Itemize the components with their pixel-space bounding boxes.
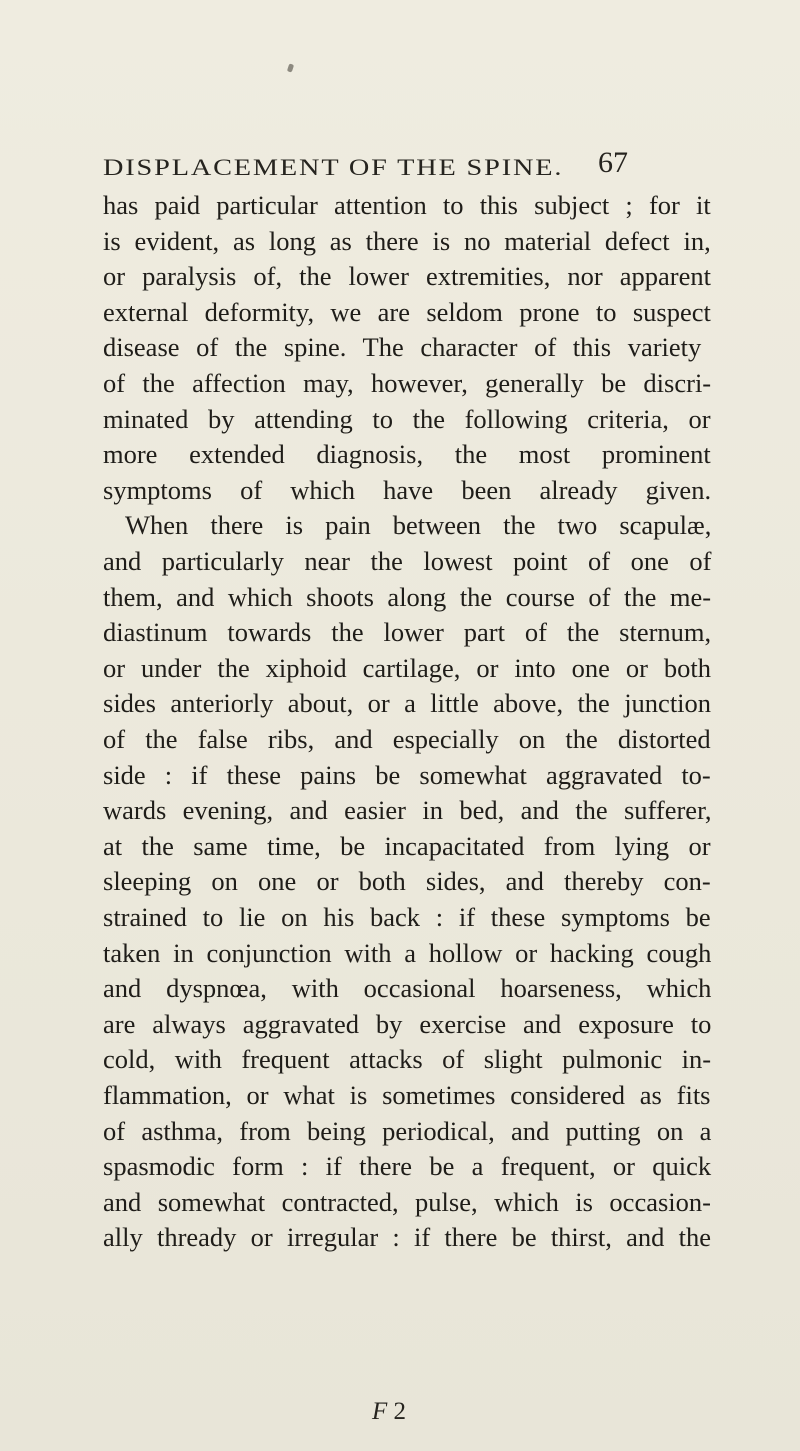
- text-line: strained to lie on his back : if these symptoms be: [103, 902, 711, 932]
- text-line: them, and which shoots along the course of the me-: [103, 581, 712, 612]
- text-line: spasmodic form : if there be a frequent, or quick: [103, 1151, 712, 1182]
- text-line: or paralysis of, the lower extremities, nor apparent: [103, 261, 711, 292]
- text-line: When there is pain between the two scapulæ,: [125, 510, 712, 541]
- text-line: side : if these pains be somewhat aggravated to-: [103, 759, 711, 790]
- text-line: has paid particular attention to this subject ; for it: [103, 190, 711, 220]
- text-line: and somewhat contracted, pulse, which is occasion-: [103, 1186, 711, 1217]
- text-line: taken in conjunction with a hollow or hacking cough: [103, 937, 712, 968]
- text-line: symptoms of which have been already given.: [103, 474, 712, 505]
- text-line: diastinum towards the lower part of the sternum,: [103, 617, 712, 648]
- text-line: sleeping on one or both sides, and thereby con-: [103, 866, 711, 897]
- text-line: more extended diagnosis, the most prominent: [103, 439, 711, 470]
- text-line: of asthma, from being periodical, and putting on a: [103, 1115, 712, 1146]
- signature-number: 2: [393, 1398, 407, 1425]
- signature-letter: F: [372, 1398, 388, 1425]
- text-line: minated by attending to the following criteria, or: [103, 403, 711, 434]
- text-line: of the affection may, however, generally be discri-: [103, 368, 712, 398]
- text-line: of the false ribs, and especially on the distorted: [103, 724, 711, 754]
- text-line: ally thready or irregular : if there be thirst, and the: [103, 1222, 712, 1253]
- signature-mark: [372, 1398, 406, 1426]
- text-line: cold, with frequent attacks of slight pulmonic in-: [103, 1044, 712, 1075]
- text-line: wards evening, and easier in bed, and the sufferer,: [103, 795, 712, 826]
- paper-speck: [287, 63, 294, 72]
- text-line: and dyspnœa, with occasional hoarseness, which: [103, 973, 712, 1004]
- text-line: disease of the spine. The character of this variety: [103, 332, 702, 363]
- text-line: flammation, or what is sometimes considered as fits: [103, 1080, 711, 1110]
- text-line: are always aggravated by exercise and exposure to: [103, 1008, 712, 1039]
- running-head: DISPLACEMENT OF THE SPINE.: [103, 155, 564, 180]
- text-line: external deformity, we are seldom prone to suspect: [103, 296, 711, 327]
- page-number: 67: [598, 146, 628, 179]
- text-line: at the same time, be incapacitated from lying or: [103, 830, 711, 861]
- text-line: sides anteriorly about, or a little above, the junction: [103, 688, 712, 719]
- text-line: or under the xiphoid cartilage, or into one or both: [103, 652, 711, 683]
- text-line: is evident, as long as there is no material defect in,: [103, 225, 711, 256]
- text-line: and particularly near the lowest point of one of: [103, 546, 712, 576]
